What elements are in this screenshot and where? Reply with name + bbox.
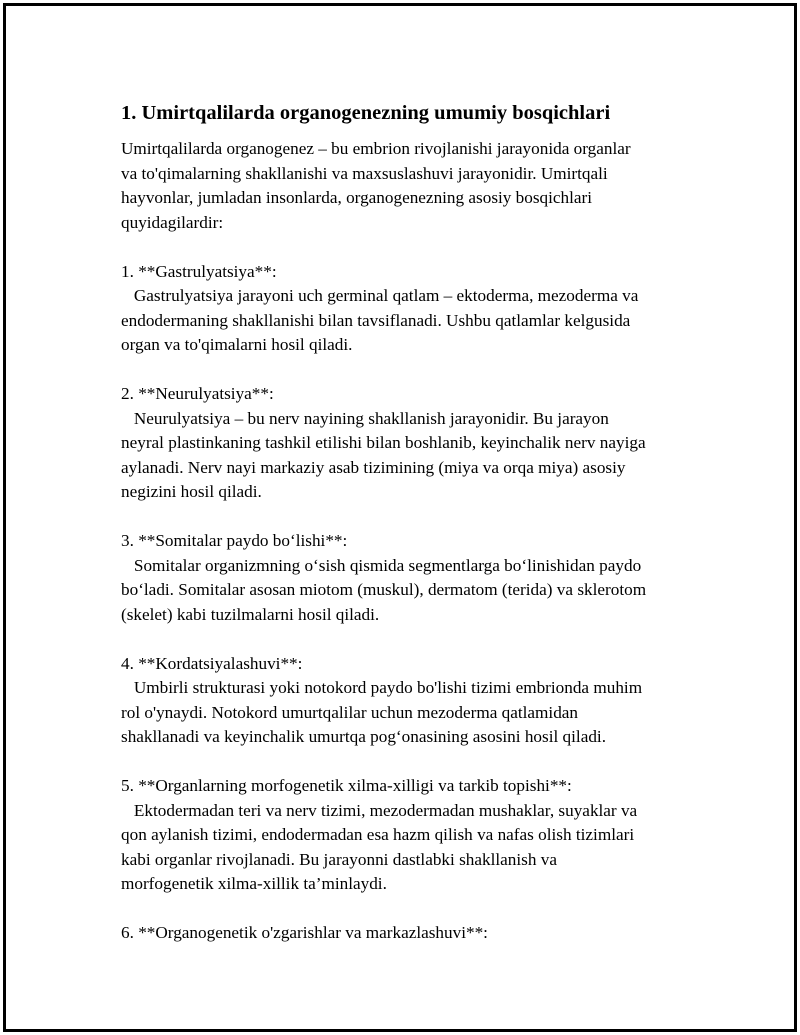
intro-line: hayvonlar, jumladan insonlarda, organogenezning asosiy bosqichlari	[121, 188, 593, 207]
section-line: organ va to'qimalarni hosil qiladi.	[121, 335, 353, 354]
section-line: Somitalar organizmning o‘sish qismida segmentlarga bo‘linishidan paydo	[121, 555, 642, 575]
section-line: neyral plastinkaning tashkil etilishi bilan boshlanib, keyinchalik nerv nayiga	[121, 433, 646, 452]
paragraph-gap	[121, 358, 701, 383]
section-neurulyatsiya	[121, 382, 701, 505]
section-title: 4. **Kordatsiyalashuvi**:	[121, 653, 303, 673]
section-title: 6. **Organogenetik o'zgarishlar va markazlashuvi**:	[121, 923, 488, 942]
document-body	[121, 100, 701, 946]
section-title: 5. **Organlarning morfogenetik xilma-xilligi va tarkib topishi**:	[121, 776, 572, 795]
page-title: 1. Umirtqalilarda organogenezning umumiy bosqichlari	[121, 102, 611, 124]
section-line: kabi organlar rivojlanadi. Bu jarayonni dastlabki shakllanish va	[121, 849, 557, 869]
section-organogenetik	[121, 921, 701, 946]
section-line: endodermaning shakllanishi bilan tavsiflanadi. Ushbu qatlamlar kelgusida	[121, 310, 631, 330]
section-line: morfogenetik xilma-xillik ta’minlaydi.	[121, 874, 387, 893]
section-gastrulyatsiya	[121, 260, 701, 358]
section-line: negizini hosil qiladi.	[121, 482, 262, 501]
section-organlar	[121, 774, 701, 897]
intro-paragraph	[121, 137, 701, 235]
page-frame	[3, 3, 797, 1032]
section-line: Neurulyatsiya – bu nerv nayining shakllanish jarayonidir. Bu jarayon	[121, 408, 609, 428]
section-line: rol o'ynaydi. Notokord umurtqalilar uchun mezoderma qatlamidan	[121, 702, 579, 722]
paragraph-gap	[121, 627, 701, 652]
section-title: 2. **Neurulyatsiya**:	[121, 384, 274, 403]
section-line: qon aylanish tizimi, endodermadan esa hazm qilish va nafas olish tizimlari	[121, 825, 635, 844]
intro-line: Umirtqalilarda organogenez – bu embrion rivojlanishi jarayonida organlar	[121, 139, 631, 158]
section-line: aylanadi. Nerv nayi markaziy asab tizimining (miya va orqa miya) asosiy	[121, 457, 626, 477]
paragraph-gap	[121, 505, 701, 530]
paragraph-gap	[121, 897, 701, 922]
paragraph-gap	[121, 235, 701, 260]
section-title: 3. **Somitalar paydo bo‘lishi**:	[121, 531, 348, 550]
section-line: Gastrulyatsiya jarayoni uch germinal qatlam – ektoderma, mezoderma va	[121, 286, 639, 305]
paragraph-gap	[121, 750, 701, 775]
section-kordatsiyalashuvi	[121, 652, 701, 750]
section-line: (skelet) kabi tuzilmalarni hosil qiladi.	[121, 604, 380, 624]
intro-line: va to'qimalarning shakllanishi va maxsuslashuvi jarayonidir. Umirtqali	[121, 163, 608, 183]
section-line: Umbirli strukturasi yoki notokord paydo bo'lishi tizimi embrionda muhim	[121, 678, 643, 697]
section-line: shakllanadi va keyinchalik umurtqa pog‘onasining asosini hosil qiladi.	[121, 727, 606, 746]
intro-line: quyidagilardir:	[121, 212, 224, 232]
section-title: 1. **Gastrulyatsiya**:	[121, 261, 277, 281]
section-line: Ektodermadan teri va nerv tizimi, mezodermadan mushaklar, suyaklar va	[121, 800, 638, 820]
section-somitalar	[121, 529, 701, 627]
section-line: bo‘ladi. Somitalar asosan miotom (muskul), dermatom (terida) va sklerotom	[121, 580, 647, 599]
